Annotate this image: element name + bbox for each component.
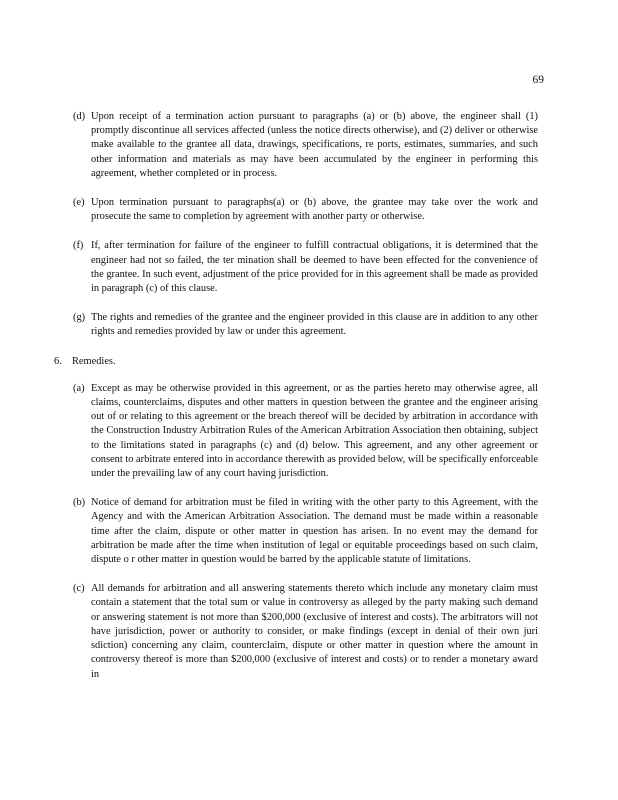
paragraph-d [73, 110, 538, 181]
paragraph-label: (a) [73, 382, 85, 394]
paragraph-label: (f) [73, 240, 84, 252]
paragraph-text: All demands for arbitration and all answering statements thereto which include any monetary claim must contain a statement that the total sum or value in controversy as alleged by the party making such demand or answering statement is not more than $200,000 (exclusive of interest and costs). The arbitrators will not have jurisdiction, power or authority to consider, or make findings (except in denial of their own juri sdiction) concerning any claim, counterclaim, dispute or other matter in question where the amount in controversy thereof is more than $200,000 (exclusive of interest and costs) or to render a monetary award in [91, 583, 538, 680]
paragraph-text: Except as may be otherwise provided in this agreement, or as the parties hereto may otherwise agree, all claims, counterclaims, disputes and other matters in question between the grantee and the engineer arising out of or relating to this agreement or the breach thereof will be decided by arbitration in accordance with the Construction Industry Arbitration Rules of the American Arbitration Association then obtaining, subject to the limitations stated in paragraphs (c) and (d) below. This agreement, and any other agreement or consent to arbitrate entered into in accordance therewith as provided below, will be specifically enforceable under the prevailing law of any court having jurisdiction. [91, 382, 538, 480]
paragraph-label: (b) [73, 497, 86, 509]
paragraph-e [73, 196, 538, 224]
section-title: Remedies. [72, 355, 116, 367]
paragraph-text: Upon termination pursuant to paragraphs(a) or (b) above, the grantee may take over the work and prosecute the same to completion by agreement with another party or otherwise. [91, 197, 538, 223]
paragraph-g [73, 311, 538, 339]
page-number: 69 [532, 74, 544, 86]
paragraph-text: The rights and remedies of the grantee and the engineer provided in this clause are in addition to any other rights and remedies provided by law or under this agreement. [91, 312, 538, 338]
document-body [0, 110, 618, 682]
paragraph-label: (c) [73, 583, 85, 595]
paragraph-label: (e) [73, 197, 85, 209]
remedies-paragraph-b [73, 496, 538, 567]
remedies-paragraph-c [73, 582, 538, 681]
paragraph-text: Upon receipt of a termination action pursuant to paragraphs (a) or (b) above, the engineer shall (1) promptly discontinue all services affected (unless the notice directs otherwise), and (2) deliver or otherwise make available to the grantee all data, drawings, specifications, re ports, estimates, summaries, and such other information and materials as may have been accumulated by the engineer in performing this agreement, whether completed or in process. [91, 111, 538, 179]
paragraph-label: (g) [73, 312, 86, 324]
remedies-paragraph-a [73, 382, 538, 481]
section-heading-remedies [54, 355, 618, 369]
paragraph-f [73, 239, 538, 296]
section-number: 6. [54, 355, 62, 367]
paragraph-text: Notice of demand for arbitration must be filed in writing with the other party to this Agreement, with the Agency and with the American Arbitration Association. The demand must be made within a reasonable time after the claim, dispute or other matter in question has arisen. In no event may the demand for arbitration be made after the time when institution of legal or equitable proceedings based on such claim, dispute o r other matter in question would be barred by the applicable statute of limitations. [91, 497, 538, 566]
paragraph-label: (d) [73, 111, 86, 122]
paragraph-text: If, after termination for failure of the engineer to fulfill contractual obligations, it is determined that the engineer had not so failed, the ter mination shall be deemed to have been effected for the convenience of the grantee. In such event, adjustment of the price provided for in this agreement shall be made as provided in paragraph (c) of this clause. [91, 240, 538, 295]
